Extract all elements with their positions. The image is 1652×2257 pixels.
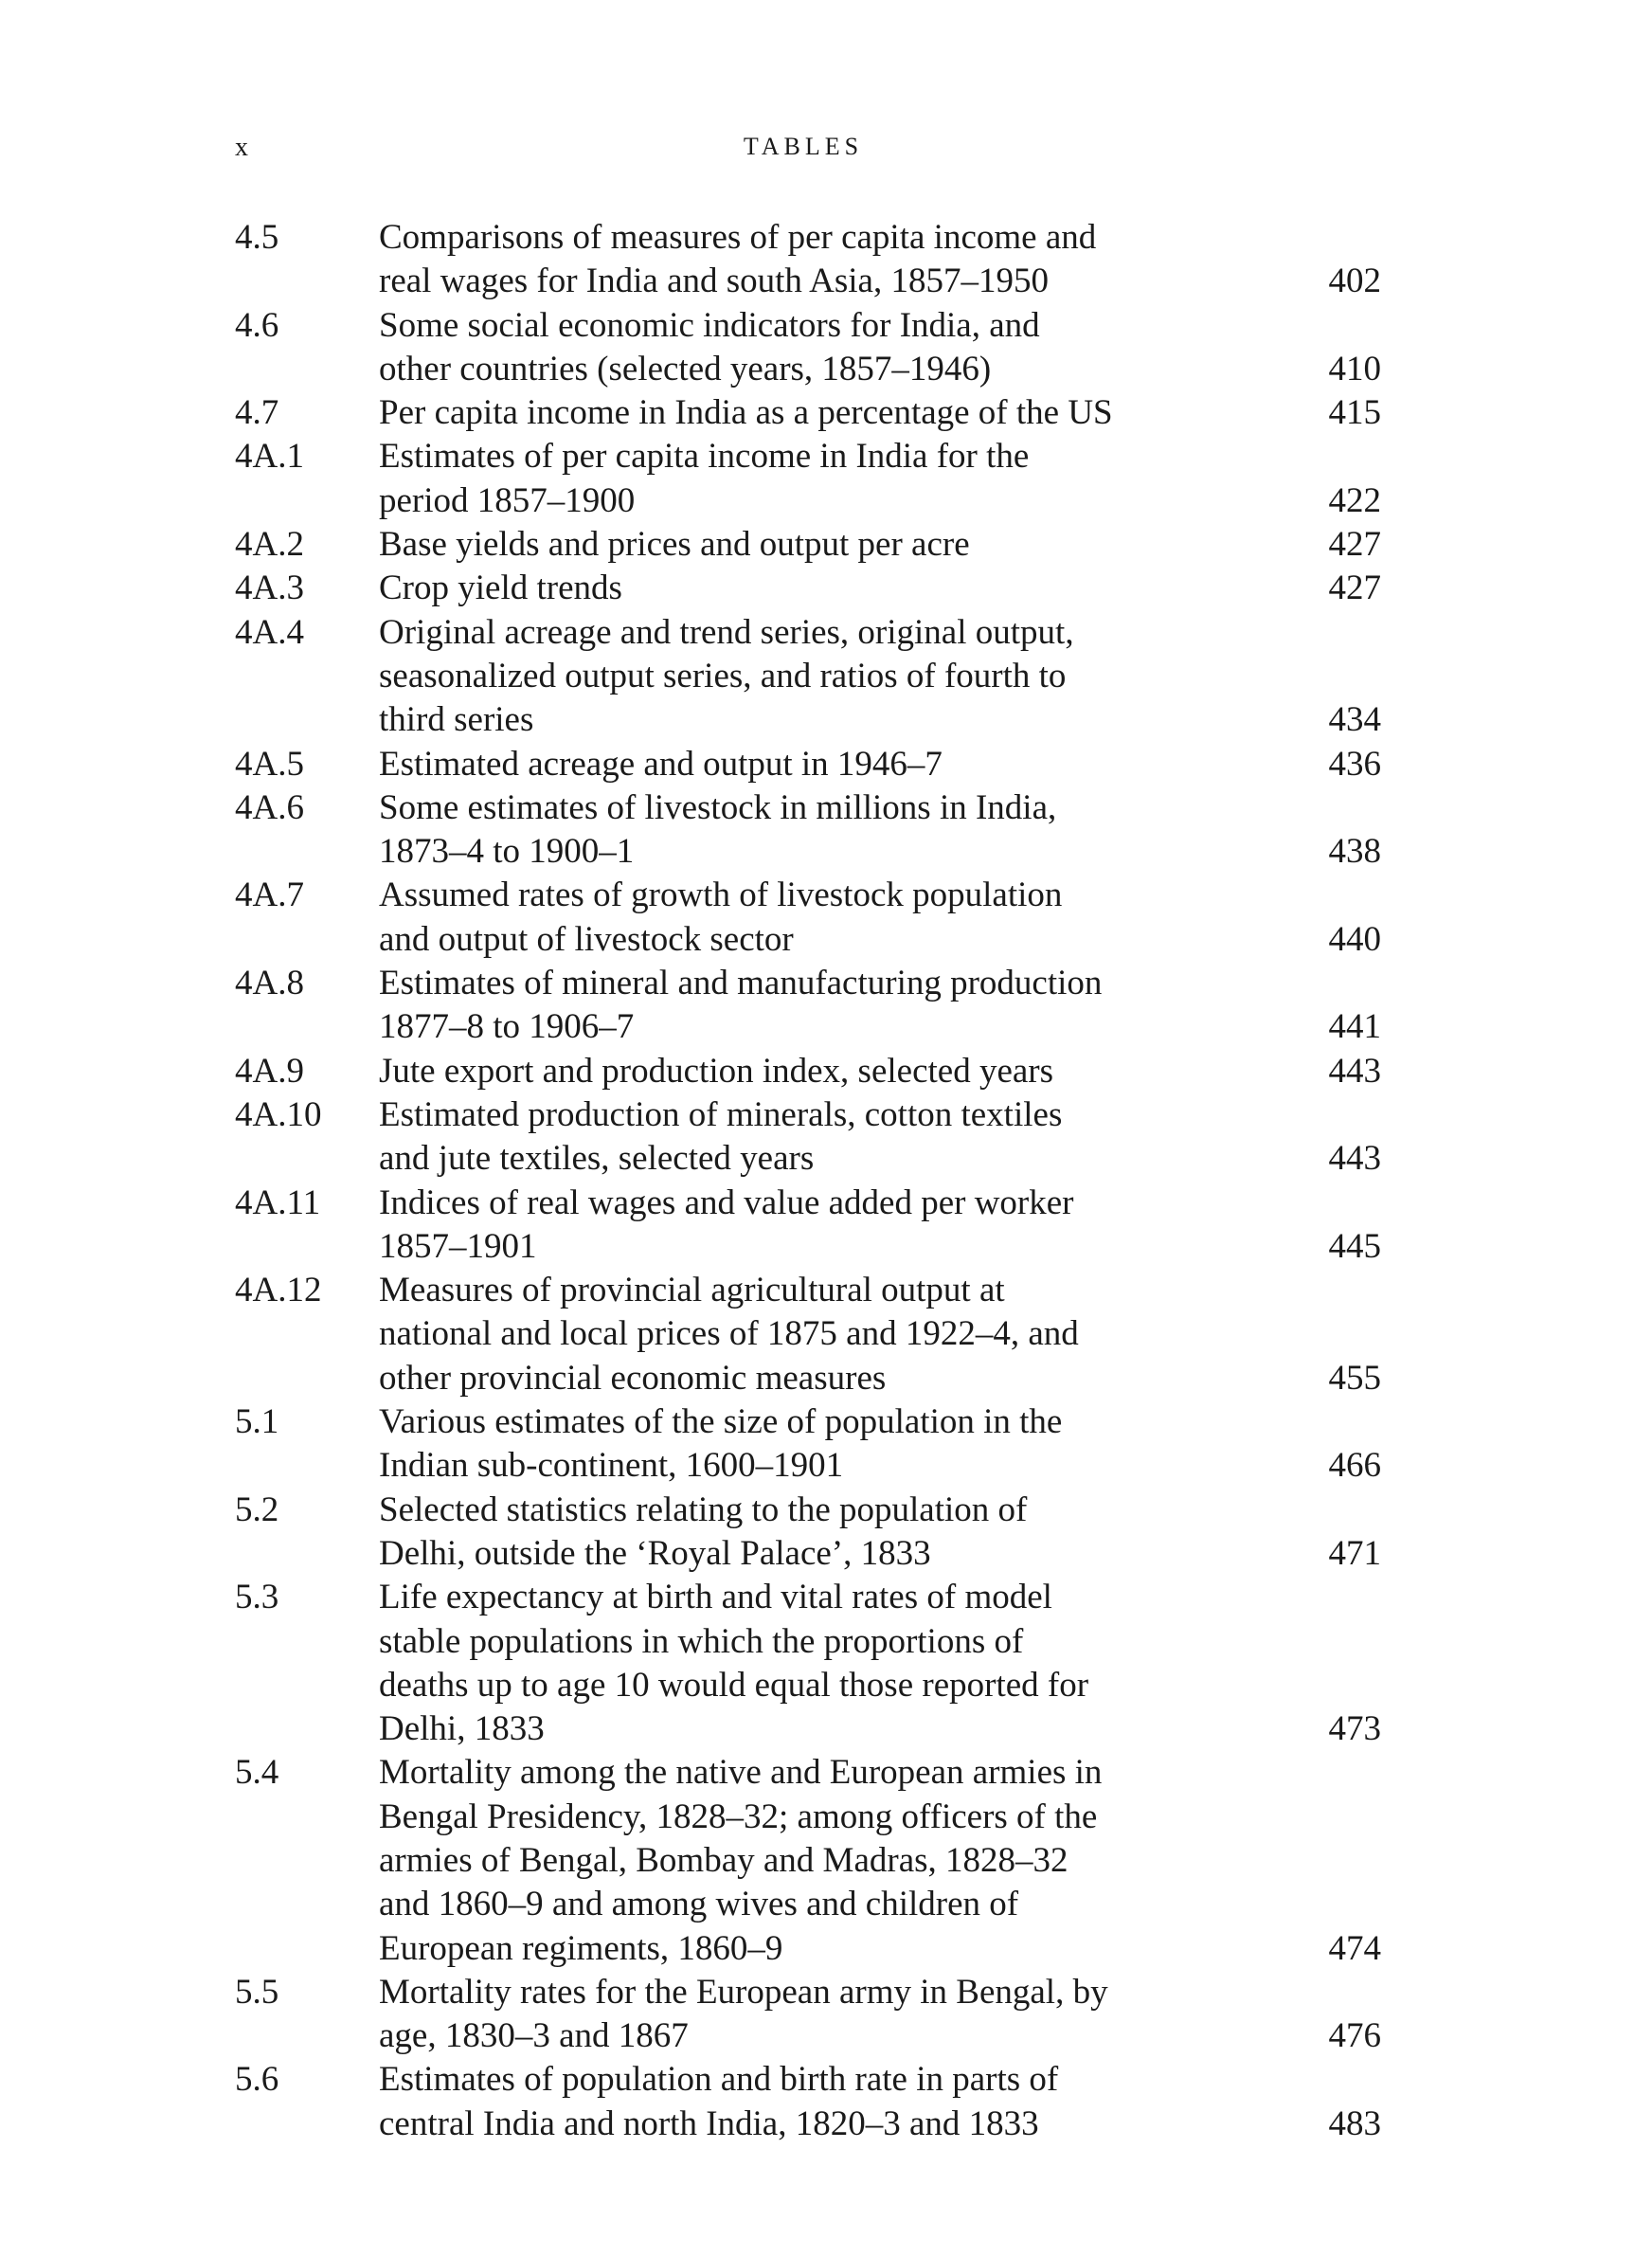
- table-title-line: Some social economic indicators for India, and: [379, 305, 1040, 345]
- table-list-entry: [235, 391, 1381, 435]
- table-number: 5.2: [235, 1490, 279, 1529]
- table-title-line: Estimates of per capita income in India for the: [379, 437, 1030, 477]
- table-title-line: other countries (selected years, 1857–1946): [379, 349, 992, 388]
- table-title: [379, 1050, 1209, 1093]
- table-title: [379, 435, 1209, 523]
- table-title-line: central India and north India, 1820–3 and 1833: [379, 2104, 1039, 2143]
- table-number: 4A.10: [235, 1094, 322, 1134]
- page-number: 438: [1328, 832, 1381, 872]
- table-number: 5.3: [235, 1578, 279, 1617]
- table-list-entry: [235, 216, 1381, 304]
- table-number: 4.7: [235, 393, 279, 433]
- table-title-line: Crop yield trends: [379, 569, 622, 608]
- table-list-entry: [235, 1182, 1381, 1270]
- table-title: [379, 391, 1209, 435]
- table-title-line: Delhi, outside the ‘Royal Palace’, 1833: [379, 1533, 931, 1573]
- table-title-line: stable populations in which the proportions of: [379, 1621, 1024, 1661]
- table-list-entry: [235, 1751, 1381, 1970]
- page-number: 483: [1328, 2104, 1381, 2143]
- table-title-line: deaths up to age 10 would equal those reported for: [379, 1665, 1089, 1705]
- table-title-line: armies of Bengal, Bombay and Madras, 1828–32: [379, 1840, 1068, 1880]
- page-folio: x: [235, 133, 249, 162]
- page-number: 436: [1328, 744, 1381, 784]
- table-number: 4A.5: [235, 744, 304, 784]
- table-title-line: age, 1830–3 and 1867: [379, 2016, 689, 2056]
- table-title-line: seasonalized output series, and ratios of fourth to: [379, 656, 1067, 695]
- page-number: 445: [1328, 1226, 1381, 1266]
- running-head-title: TABLES: [743, 133, 864, 160]
- table-title-line: Measures of provincial agricultural output at: [379, 1271, 1005, 1310]
- page-number: 441: [1328, 1007, 1381, 1047]
- table-number: 4A.3: [235, 569, 304, 608]
- table-title: [379, 1576, 1209, 1751]
- table-title: [379, 874, 1209, 962]
- page-number: 410: [1328, 349, 1381, 388]
- table-number: 5.1: [235, 1402, 279, 1442]
- table-title: [379, 743, 1209, 786]
- table-number: 4A.9: [235, 1051, 304, 1091]
- running-head: [235, 133, 1372, 171]
- table-list-entry: [235, 743, 1381, 786]
- table-list-entry: [235, 567, 1381, 610]
- page-number: 476: [1328, 2016, 1381, 2056]
- page-number: 402: [1328, 262, 1381, 301]
- table-title-line: third series: [379, 700, 534, 740]
- page-number: 427: [1328, 569, 1381, 608]
- table-list-entry: [235, 962, 1381, 1050]
- table-title-line: and output of livestock sector: [379, 919, 794, 959]
- table-title: [379, 962, 1209, 1050]
- page-number: 466: [1328, 1446, 1381, 1486]
- page-number: 443: [1328, 1051, 1381, 1091]
- table-title-line: Selected statistics relating to the population of: [379, 1490, 1028, 1529]
- table-title-line: Comparisons of measures of per capita income and: [379, 218, 1097, 257]
- table-list-entry: [235, 1093, 1381, 1182]
- table-list-entry: [235, 874, 1381, 962]
- table-list-entry: [235, 1489, 1381, 1577]
- table-title-line: Base yields and prices and output per acre: [379, 525, 970, 565]
- table-title: [379, 216, 1209, 304]
- table-title-line: Estimates of mineral and manufacturing production: [379, 964, 1103, 1003]
- page-number: 474: [1328, 1928, 1381, 1968]
- table-title-line: Per capita income in India as a percentage of the US: [379, 393, 1113, 433]
- table-title-line: other provincial economic measures: [379, 1358, 887, 1398]
- table-title-line: Indian sub-continent, 1600–1901: [379, 1446, 844, 1486]
- page-number: 422: [1328, 480, 1381, 520]
- table-title-line: Jute export and production index, selected years: [379, 1051, 1054, 1091]
- table-number: 4A.4: [235, 612, 304, 652]
- table-list-entry: [235, 1269, 1381, 1400]
- page-number: 471: [1328, 1533, 1381, 1573]
- table-title-line: 1877–8 to 1906–7: [379, 1007, 635, 1047]
- table-title-line: Delhi, 1833: [379, 1709, 545, 1749]
- table-title: [379, 1751, 1209, 1970]
- table-title-line: real wages for India and south Asia, 1857–1950: [379, 262, 1049, 301]
- table-title-line: Assumed rates of growth of livestock population: [379, 876, 1063, 915]
- table-list-entry: [235, 786, 1381, 875]
- table-title: [379, 1489, 1209, 1577]
- table-number: 4A.12: [235, 1271, 322, 1310]
- table-title: [379, 611, 1209, 743]
- table-title-line: Mortality rates for the European army in Bengal, by: [379, 1972, 1108, 2012]
- table-title: [379, 304, 1209, 392]
- table-title-line: Bengal Presidency, 1828–32; among officers of the: [379, 1797, 1098, 1836]
- table-number: 4.5: [235, 218, 279, 257]
- table-title: [379, 786, 1209, 875]
- table-list-entry: [235, 611, 1381, 743]
- table-title-line: Mortality among the native and European armies in: [379, 1753, 1103, 1793]
- page-number: 443: [1328, 1139, 1381, 1179]
- table-number: 4A.8: [235, 964, 304, 1003]
- table-list-entry: [235, 1400, 1381, 1489]
- table-list: [235, 216, 1381, 2146]
- table-number: 4A.6: [235, 787, 304, 827]
- table-number: 5.5: [235, 1972, 279, 2012]
- page-number: 427: [1328, 525, 1381, 565]
- table-title: [379, 1971, 1209, 2059]
- table-number: 4A.11: [235, 1183, 321, 1222]
- table-title: [379, 1269, 1209, 1400]
- table-title-line: period 1857–1900: [379, 480, 636, 520]
- table-list-entry: [235, 1576, 1381, 1751]
- table-title-line: Some estimates of livestock in millions in India,: [379, 787, 1057, 827]
- table-list-entry: [235, 2058, 1381, 2146]
- page-number: 440: [1328, 919, 1381, 959]
- table-title: [379, 567, 1209, 610]
- page-number: 473: [1328, 1709, 1381, 1749]
- table-title-line: 1873–4 to 1900–1: [379, 832, 635, 872]
- table-title-line: Estimated production of minerals, cotton textiles: [379, 1094, 1063, 1134]
- table-number: 4A.1: [235, 437, 304, 477]
- table-title-line: European regiments, 1860–9: [379, 1928, 783, 1968]
- table-title-line: and jute textiles, selected years: [379, 1139, 815, 1179]
- table-title: [379, 1093, 1209, 1182]
- table-list-entry: [235, 304, 1381, 392]
- table-title-line: Life expectancy at birth and vital rates of model: [379, 1578, 1052, 1617]
- table-list-entry: [235, 523, 1381, 567]
- table-title: [379, 2058, 1209, 2146]
- page-number: 415: [1328, 393, 1381, 433]
- table-title-line: Indices of real wages and value added per worker: [379, 1183, 1074, 1222]
- table-title-line: and 1860–9 and among wives and children of: [379, 1885, 1019, 1924]
- table-list-entry: [235, 1050, 1381, 1093]
- table-title: [379, 1400, 1209, 1489]
- page-number: 434: [1328, 700, 1381, 740]
- table-number: 5.6: [235, 2060, 279, 2100]
- table-title-line: Various estimates of the size of population in the: [379, 1402, 1063, 1442]
- table-title-line: Estimates of population and birth rate in parts of: [379, 2060, 1059, 2100]
- table-number: 4.6: [235, 305, 279, 345]
- table-title: [379, 523, 1209, 567]
- table-list-entry: [235, 1971, 1381, 2059]
- table-number: 4A.7: [235, 876, 304, 915]
- table-title-line: Original acreage and trend series, original output,: [379, 612, 1074, 652]
- table-list-entry: [235, 435, 1381, 523]
- table-number: 5.4: [235, 1753, 279, 1793]
- table-number: 4A.2: [235, 525, 304, 565]
- table-title: [379, 1182, 1209, 1270]
- table-title-line: 1857–1901: [379, 1226, 537, 1266]
- page-number: 455: [1328, 1358, 1381, 1398]
- table-title-line: national and local prices of 1875 and 1922–4, and: [379, 1314, 1079, 1354]
- table-title-line: Estimated acreage and output in 1946–7: [379, 744, 943, 784]
